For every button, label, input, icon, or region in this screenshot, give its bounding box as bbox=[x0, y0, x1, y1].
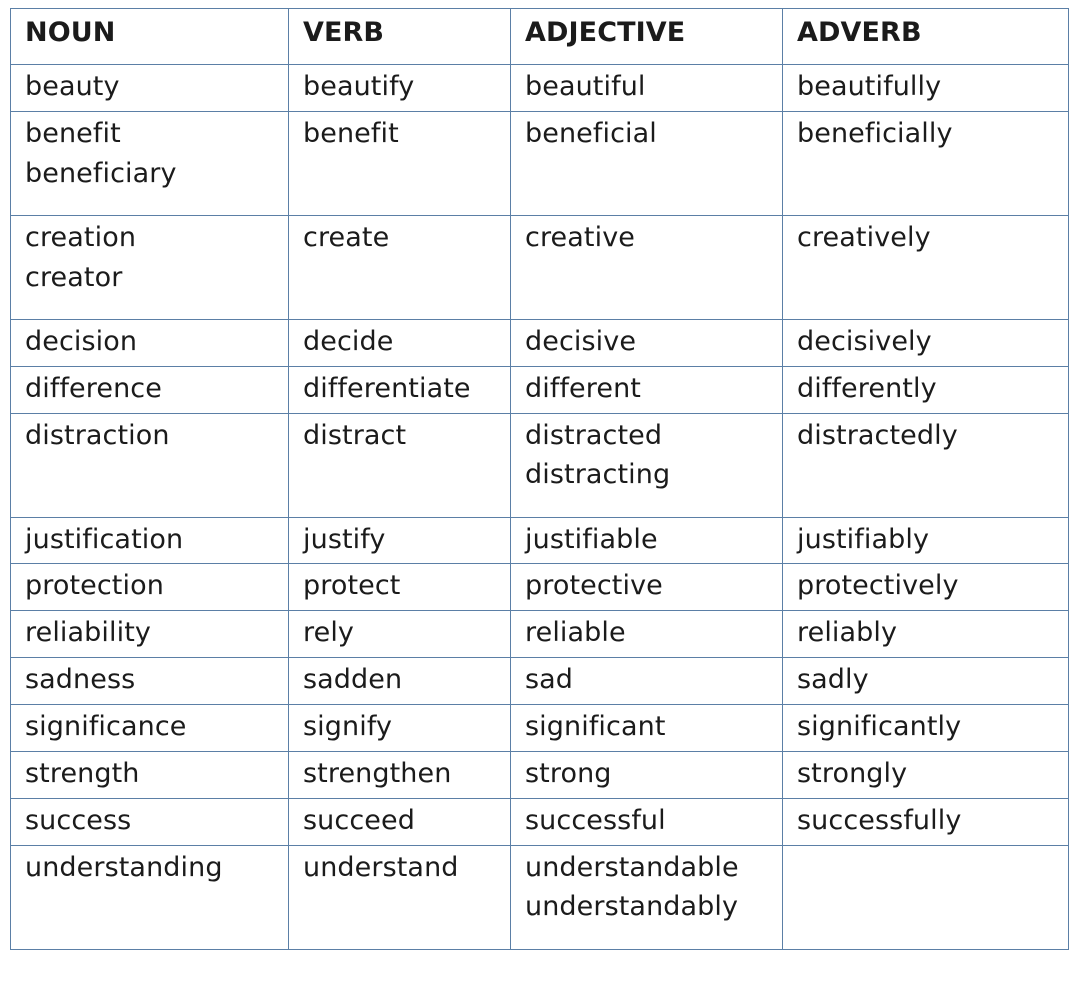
word-entry: beautify bbox=[303, 71, 415, 102]
word-entry: sadden bbox=[303, 664, 403, 696]
word-entry: strength bbox=[25, 757, 140, 789]
table-cell-verb bbox=[289, 517, 511, 564]
word-entry: benefit bbox=[303, 117, 399, 149]
table-cell-adverb bbox=[783, 845, 1069, 949]
table-cell-adjective bbox=[511, 111, 783, 215]
table-cell-verb bbox=[289, 319, 511, 366]
table-cell-adjective bbox=[511, 611, 783, 658]
word-entry: distracting bbox=[525, 459, 671, 491]
table-cell-adjective bbox=[511, 65, 783, 112]
word-entry: justifiable bbox=[525, 523, 658, 555]
word-entry: justification bbox=[25, 523, 184, 555]
table-cell-verb bbox=[289, 564, 511, 611]
column-header-adverb: ADVERB bbox=[783, 9, 1069, 65]
table-cell-noun bbox=[11, 658, 289, 705]
word-entry: creation bbox=[25, 221, 137, 253]
table-row bbox=[11, 366, 1069, 413]
table-header-row bbox=[11, 9, 1069, 65]
word-entry: successfully bbox=[797, 804, 962, 836]
word-entry: sad bbox=[525, 664, 574, 696]
table-cell-adjective bbox=[511, 517, 783, 564]
word-entry: distractedly bbox=[797, 419, 958, 451]
table-cell-noun bbox=[11, 319, 289, 366]
word-entry: difference bbox=[25, 372, 162, 404]
word-entry: creatively bbox=[797, 221, 931, 253]
word-entry: beautifully bbox=[797, 71, 942, 102]
table-cell-verb bbox=[289, 215, 511, 319]
table-cell-adjective bbox=[511, 798, 783, 845]
table-cell-adjective bbox=[511, 658, 783, 705]
table-cell-adjective bbox=[511, 705, 783, 752]
word-entry: beneficially bbox=[797, 117, 953, 149]
table-cell-noun bbox=[11, 798, 289, 845]
word-entry: decision bbox=[25, 325, 138, 357]
table-cell-adverb bbox=[783, 65, 1069, 112]
word-entry: benefit bbox=[25, 117, 121, 149]
table-cell-adjective bbox=[511, 413, 783, 517]
table-cell-verb bbox=[289, 65, 511, 112]
table-row bbox=[11, 611, 1069, 658]
table-cell-verb bbox=[289, 705, 511, 752]
word-entry: strongly bbox=[797, 757, 908, 789]
word-entry: protect bbox=[303, 570, 401, 602]
table-cell-adverb bbox=[783, 215, 1069, 319]
word-forms-table bbox=[10, 8, 1069, 950]
word-entry: reliably bbox=[797, 617, 898, 649]
word-entry: distraction bbox=[25, 419, 170, 451]
word-entry: protection bbox=[25, 570, 164, 602]
table-cell-noun bbox=[11, 564, 289, 611]
table-cell-adverb bbox=[783, 751, 1069, 798]
word-entry: differentiate bbox=[303, 372, 471, 404]
table-cell-adverb bbox=[783, 611, 1069, 658]
table-row bbox=[11, 751, 1069, 798]
word-entry: success bbox=[25, 804, 132, 836]
table-row bbox=[11, 845, 1069, 949]
word-entry: creator bbox=[25, 261, 123, 293]
table-cell-adverb bbox=[783, 564, 1069, 611]
column-header-adjective: ADJECTIVE bbox=[511, 9, 783, 65]
table-row bbox=[11, 65, 1069, 112]
table-cell-noun bbox=[11, 65, 289, 112]
table-row bbox=[11, 798, 1069, 845]
table-row bbox=[11, 564, 1069, 611]
word-entry: beneficial bbox=[525, 117, 657, 149]
table-cell-noun bbox=[11, 705, 289, 752]
word-entry: create bbox=[303, 221, 390, 253]
table-cell-adverb bbox=[783, 658, 1069, 705]
word-entry: significant bbox=[525, 711, 666, 743]
table-cell-adverb bbox=[783, 413, 1069, 517]
word-entry: reliable bbox=[525, 617, 626, 649]
table-cell-adjective bbox=[511, 215, 783, 319]
word-entry: strong bbox=[525, 757, 612, 789]
table-row bbox=[11, 413, 1069, 517]
word-entry: distract bbox=[303, 419, 407, 451]
word-entry: successful bbox=[525, 804, 666, 836]
word-entry: differently bbox=[797, 372, 937, 404]
word-entry: understandable bbox=[525, 851, 739, 883]
table-row bbox=[11, 658, 1069, 705]
word-entry: reliability bbox=[25, 617, 151, 649]
table-cell-adverb bbox=[783, 111, 1069, 215]
table-cell-adjective bbox=[511, 845, 783, 949]
word-entry: distracted bbox=[525, 419, 663, 451]
word-entry: significantly bbox=[797, 711, 962, 743]
table-cell-verb bbox=[289, 845, 511, 949]
table-cell-verb bbox=[289, 611, 511, 658]
table-row bbox=[11, 319, 1069, 366]
word-entry: understanding bbox=[25, 851, 223, 883]
word-entry: understandably bbox=[525, 891, 739, 923]
table-row bbox=[11, 111, 1069, 215]
table-cell-verb bbox=[289, 798, 511, 845]
table-cell-verb bbox=[289, 413, 511, 517]
table-cell-adjective bbox=[511, 751, 783, 798]
word-entry: decisively bbox=[797, 325, 932, 357]
table-cell-adverb bbox=[783, 705, 1069, 752]
word-entry: beneficiary bbox=[25, 157, 177, 189]
table-cell-noun bbox=[11, 413, 289, 517]
table-cell-noun bbox=[11, 845, 289, 949]
table-cell-verb bbox=[289, 658, 511, 705]
column-header-verb: VERB bbox=[289, 9, 511, 65]
word-entry: sadly bbox=[797, 664, 869, 696]
word-entry: beautiful bbox=[525, 71, 646, 102]
table-row bbox=[11, 705, 1069, 752]
table-cell-adjective bbox=[511, 564, 783, 611]
word-entry: significance bbox=[25, 711, 187, 743]
word-entry: rely bbox=[303, 617, 354, 649]
table-cell-noun bbox=[11, 517, 289, 564]
word-entry: creative bbox=[525, 221, 635, 253]
word-entry: decide bbox=[303, 325, 394, 357]
table-row bbox=[11, 215, 1069, 319]
word-entry: justifiably bbox=[797, 523, 930, 555]
table-cell-adverb bbox=[783, 319, 1069, 366]
table-body bbox=[11, 65, 1069, 950]
table-row bbox=[11, 517, 1069, 564]
table-cell-verb bbox=[289, 751, 511, 798]
word-entry: sadness bbox=[25, 664, 136, 696]
word-entry: strengthen bbox=[303, 757, 452, 789]
word-entry: protective bbox=[525, 570, 663, 602]
table-cell-noun bbox=[11, 751, 289, 798]
table-cell-adjective bbox=[511, 319, 783, 366]
table-cell-adverb bbox=[783, 517, 1069, 564]
word-entry: signify bbox=[303, 711, 393, 743]
table-cell-noun bbox=[11, 215, 289, 319]
column-header-noun: NOUN bbox=[11, 9, 289, 65]
word-entry: different bbox=[525, 372, 641, 404]
table-cell-noun bbox=[11, 111, 289, 215]
table-cell-verb bbox=[289, 366, 511, 413]
word-entry: decisive bbox=[525, 325, 637, 357]
table-cell-adverb bbox=[783, 798, 1069, 845]
word-entry: beauty bbox=[25, 71, 120, 102]
table-cell-adjective bbox=[511, 366, 783, 413]
table-cell-noun bbox=[11, 611, 289, 658]
word-entry: protectively bbox=[797, 570, 959, 602]
word-entry: understand bbox=[303, 851, 459, 883]
table-cell-verb bbox=[289, 111, 511, 215]
word-entry: succeed bbox=[303, 804, 415, 836]
word-entry: justify bbox=[303, 523, 386, 555]
table-cell-adverb bbox=[783, 366, 1069, 413]
table-cell-noun bbox=[11, 366, 289, 413]
